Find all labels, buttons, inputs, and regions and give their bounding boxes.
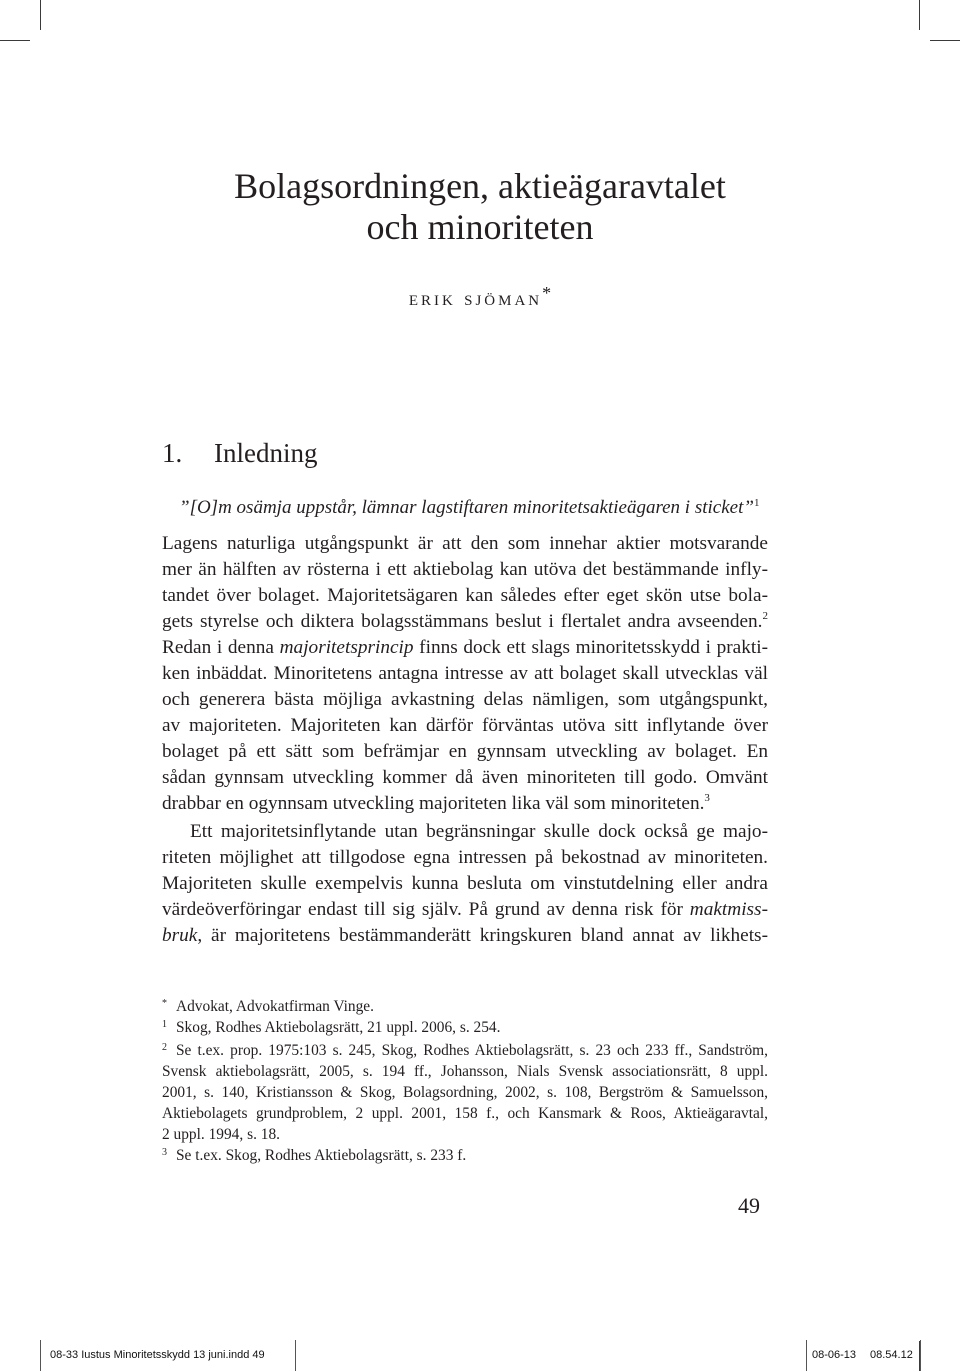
text-run: värdeöverföringar endast till sig själv. På grund av denna risk för bbox=[162, 899, 690, 920]
italic-term: majoritetsprincip bbox=[279, 637, 414, 658]
section-number: 1. bbox=[162, 438, 183, 468]
text-run: av majoriteten. Majoriteten kan därför förväntas utöva sitt inflytande över bbox=[162, 715, 768, 736]
text-run: Ett majoritetsinflytande utan begränsningar skulle dock också ge majo- bbox=[190, 821, 768, 842]
text-run: 2 uppl. 1994, s. 18. bbox=[162, 1126, 280, 1143]
footnote-continuation bbox=[162, 1082, 768, 1103]
text-run: riteten möjlighet att tillgodose egna intressen på bekostnad av minoriteten. bbox=[162, 847, 768, 868]
body-line bbox=[162, 531, 768, 557]
body-line bbox=[162, 713, 768, 739]
italic-term: maktmiss- bbox=[689, 899, 768, 920]
body-line bbox=[162, 557, 768, 583]
text-run: Skog, Rodhes Aktiebolagsrätt, 21 uppl. 2006, s. 254. bbox=[176, 1019, 501, 1036]
footnote: * Advokat, Advokatfirman Vinge. bbox=[162, 998, 374, 1015]
text-run: bolaget på ett sätt som befrämjar en gynnsam utveckling av bolaget. En bbox=[162, 741, 768, 762]
text-run: sådan gynnsam utveckling kommer då även minoriteten till godo. Omvänt bbox=[162, 767, 768, 788]
crop-mark bbox=[930, 40, 960, 41]
body-line bbox=[162, 791, 768, 817]
text-run: 2001, s. 140, Kristiansson & Skog, Bolagsordning, 2002, s. 108, Bergström & Samuelsson, bbox=[162, 1084, 768, 1101]
text-run: Lagens naturliga utgångspunkt är att den som innehar aktier motsvarande bbox=[162, 533, 768, 554]
text-run: Majoriteten skulle exempelvis kunna besluta om vinstutdelning eller andra bbox=[162, 873, 768, 894]
crop-mark bbox=[919, 0, 920, 30]
footnote-ref: 2 bbox=[762, 610, 768, 622]
italic-term: bruk bbox=[162, 925, 198, 946]
text-run: Advokat, Advokatfirman Vinge. bbox=[176, 998, 374, 1015]
crop-mark bbox=[40, 0, 41, 30]
body-line bbox=[162, 765, 768, 791]
text-run: mer än hälften av rösterna i ett aktiebolag kan utöva det bestämmande infly- bbox=[162, 559, 768, 580]
text-run: Redan i denna bbox=[162, 637, 280, 658]
text-run: Se t.ex. Skog, Rodhes Aktiebolagsrätt, s. 233 f. bbox=[176, 1147, 467, 1164]
footnote: 2 Se t.ex. prop. 1975:103 s. 245, Skog, Rodhes Aktiebolagsrätt, s. 23 och 233 ff., Sandström, bbox=[162, 1042, 768, 1059]
body-line bbox=[190, 819, 768, 845]
footnote-ref: 3 bbox=[704, 792, 710, 804]
epigraph-footnote-ref: 1 bbox=[753, 497, 760, 509]
text-run: ken inbäddat. Minoritetens antagna intresse av att bolaget skall utvecklas väl bbox=[162, 663, 768, 684]
author-byline bbox=[0, 283, 960, 311]
body-line bbox=[162, 609, 768, 635]
slug-time: 08.54.12 bbox=[870, 1349, 913, 1361]
text-run: , är majoritetens bestämmanderätt kringskuren bland annat av likhets- bbox=[197, 925, 768, 946]
body-line bbox=[162, 923, 768, 949]
author-name: erik sjöman bbox=[408, 286, 543, 310]
epigraph-quote bbox=[179, 491, 759, 520]
author-footnote-marker: * bbox=[542, 283, 552, 303]
body-line bbox=[162, 583, 768, 609]
section-title: Inledning bbox=[214, 438, 318, 468]
text-run: drabbar en ogynnsam utveckling majoriteten lika väl som minoriteten. bbox=[162, 793, 705, 814]
body-line bbox=[162, 687, 768, 713]
text-run: gets styrelse och diktera bolagsstämmans beslut i flertalet andra avseenden. bbox=[162, 611, 763, 632]
text-run: Svensk aktiebolagsrätt, 2005, s. 194 ff., Johansson, Nials Svensk associationsrätt, 8 uppl. bbox=[162, 1063, 768, 1080]
body-line bbox=[162, 871, 768, 897]
body-line bbox=[162, 635, 768, 661]
text-run: och generera bästa möjliga avkastning delas nämligen, som utgångspunkt, bbox=[162, 689, 768, 710]
chapter-title-line-1: Bolagsordningen, aktieägaravtalet bbox=[234, 166, 726, 206]
footnote: 1 Skog, Rodhes Aktiebolagsrätt, 21 uppl. 2006, s. 254. bbox=[162, 1019, 501, 1036]
section-heading bbox=[162, 437, 317, 469]
footnote-continuation bbox=[162, 1103, 768, 1124]
text-run: Se t.ex. prop. 1975:103 s. 245, Skog, Rodhes Aktiebolagsrätt, s. 23 och 233 ff., Sandström, bbox=[176, 1042, 768, 1059]
epigraph-text: ”[O]m osämja uppstår, lämnar lagstiftaren minoritetsaktieägaren i sticket” bbox=[179, 497, 754, 518]
body-line bbox=[162, 845, 768, 871]
footnote-continuation bbox=[162, 1124, 768, 1145]
footnote: 3 Se t.ex. Skog, Rodhes Aktiebolagsrätt, s. 233 f. bbox=[162, 1147, 467, 1164]
text-run: Aktiebolagets grundproblem, 2 uppl. 2001, 158 f., och Kansmark & Roos, Aktieägaravtal, bbox=[162, 1105, 768, 1122]
body-line bbox=[162, 661, 768, 687]
body-line bbox=[162, 739, 768, 765]
text-run: tandet över bolaget. Majoritetsägaren kan således efter eget skön utse bola- bbox=[162, 585, 768, 606]
text-run: finns dock ett slags minoritetsskydd i prakti- bbox=[413, 637, 768, 658]
body-line bbox=[162, 897, 768, 923]
crop-mark bbox=[0, 40, 30, 41]
slug-date: 08-06-13 bbox=[812, 1349, 857, 1361]
chapter-title-line-2: och minoriteten bbox=[366, 207, 594, 247]
footnote-continuation bbox=[162, 1061, 768, 1082]
slug-filename: 08-33 Iustus Minoritetsskydd 13 juni.indd 49 bbox=[50, 1349, 265, 1361]
page-number: 49 bbox=[738, 1193, 760, 1218]
